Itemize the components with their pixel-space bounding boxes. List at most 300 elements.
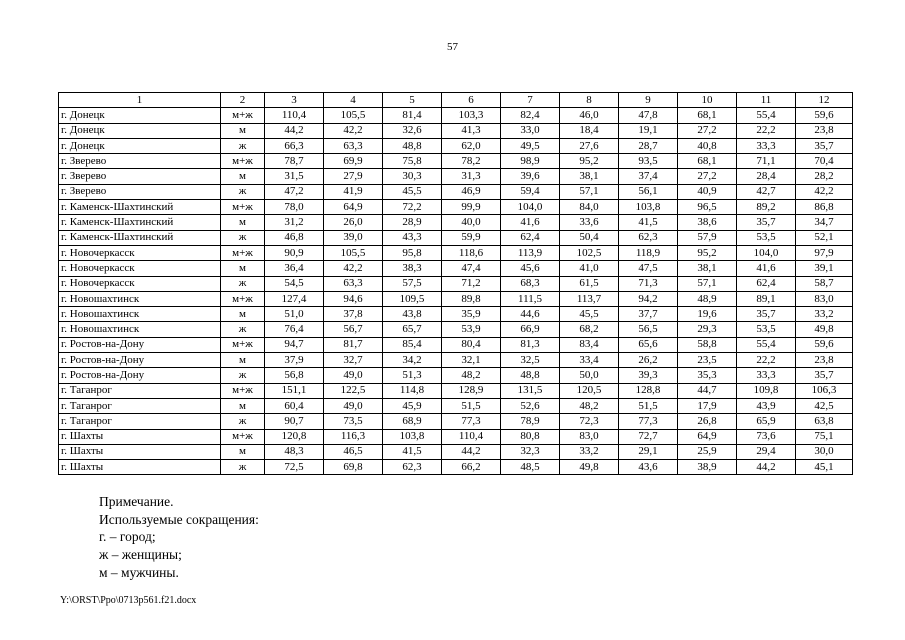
- value-cell: 83,0: [560, 429, 619, 444]
- value-cell: 46,8: [265, 230, 324, 245]
- sex-cell: м: [221, 169, 265, 184]
- table-body: [59, 108, 853, 475]
- column-header: 1: [59, 93, 221, 108]
- value-cell: 66,2: [442, 460, 501, 475]
- value-cell: 69,8: [324, 460, 383, 475]
- value-cell: 78,2: [442, 154, 501, 169]
- city-cell: г. Таганрог: [59, 383, 221, 398]
- value-cell: 90,7: [265, 414, 324, 429]
- value-cell: 78,9: [501, 414, 560, 429]
- column-header: 8: [560, 93, 619, 108]
- value-cell: 131,5: [501, 383, 560, 398]
- table-row: [59, 307, 853, 322]
- notes-title: Примечание.: [99, 494, 174, 509]
- value-cell: 33,4: [560, 353, 619, 368]
- value-cell: 32,6: [383, 123, 442, 138]
- value-cell: 38,1: [678, 261, 737, 276]
- value-cell: 26,2: [619, 353, 678, 368]
- value-cell: 49,0: [324, 368, 383, 383]
- value-cell: 83,0: [796, 291, 853, 306]
- value-cell: 94,7: [265, 337, 324, 352]
- table-row: [59, 245, 853, 260]
- city-cell: г. Новошахтинск: [59, 307, 221, 322]
- column-header: 6: [442, 93, 501, 108]
- value-cell: 102,5: [560, 245, 619, 260]
- value-cell: 45,1: [796, 460, 853, 475]
- sex-cell: м+ж: [221, 200, 265, 215]
- value-cell: 42,2: [796, 184, 853, 199]
- value-cell: 69,9: [324, 154, 383, 169]
- value-cell: 48,2: [560, 398, 619, 413]
- city-cell: г. Донецк: [59, 138, 221, 153]
- value-cell: 63,3: [324, 138, 383, 153]
- value-cell: 53,5: [737, 322, 796, 337]
- value-cell: 25,9: [678, 444, 737, 459]
- city-cell: г. Таганрог: [59, 398, 221, 413]
- value-cell: 40,0: [442, 215, 501, 230]
- value-cell: 68,9: [383, 414, 442, 429]
- table-row: [59, 169, 853, 184]
- value-cell: 35,7: [796, 138, 853, 153]
- value-cell: 78,7: [265, 154, 324, 169]
- value-cell: 33,2: [796, 307, 853, 322]
- value-cell: 105,5: [324, 245, 383, 260]
- city-cell: г. Каменск-Шахтинский: [59, 230, 221, 245]
- notes-section: [99, 493, 259, 582]
- value-cell: 49,0: [324, 398, 383, 413]
- city-cell: г. Каменск-Шахтинский: [59, 215, 221, 230]
- value-cell: 77,3: [442, 414, 501, 429]
- value-cell: 73,6: [737, 429, 796, 444]
- value-cell: 110,4: [265, 108, 324, 123]
- value-cell: 35,3: [678, 368, 737, 383]
- value-cell: 72,5: [265, 460, 324, 475]
- value-cell: 118,6: [442, 245, 501, 260]
- city-cell: г. Шахты: [59, 444, 221, 459]
- value-cell: 57,9: [678, 230, 737, 245]
- value-cell: 47,4: [442, 261, 501, 276]
- value-cell: 57,1: [678, 276, 737, 291]
- city-cell: г. Ростов-на-Дону: [59, 353, 221, 368]
- value-cell: 61,5: [560, 276, 619, 291]
- city-cell: г. Новочеркасск: [59, 245, 221, 260]
- value-cell: 49,8: [560, 460, 619, 475]
- value-cell: 49,5: [501, 138, 560, 153]
- value-cell: 39,6: [501, 169, 560, 184]
- sex-cell: м+ж: [221, 337, 265, 352]
- value-cell: 32,7: [324, 353, 383, 368]
- value-cell: 71,1: [737, 154, 796, 169]
- table-row: [59, 184, 853, 199]
- value-cell: 110,4: [442, 429, 501, 444]
- value-cell: 58,8: [678, 337, 737, 352]
- column-header: 4: [324, 93, 383, 108]
- value-cell: 59,6: [796, 337, 853, 352]
- value-cell: 95,2: [560, 154, 619, 169]
- value-cell: 96,5: [678, 200, 737, 215]
- value-cell: 54,5: [265, 276, 324, 291]
- value-cell: 42,5: [796, 398, 853, 413]
- value-cell: 23,8: [796, 123, 853, 138]
- value-cell: 66,3: [265, 138, 324, 153]
- value-cell: 44,6: [501, 307, 560, 322]
- value-cell: 29,4: [737, 444, 796, 459]
- value-cell: 27,2: [678, 123, 737, 138]
- value-cell: 29,1: [619, 444, 678, 459]
- value-cell: 32,3: [501, 444, 560, 459]
- value-cell: 42,7: [737, 184, 796, 199]
- sex-cell: ж: [221, 138, 265, 153]
- value-cell: 46,0: [560, 108, 619, 123]
- value-cell: 43,8: [383, 307, 442, 322]
- value-cell: 27,2: [678, 169, 737, 184]
- value-cell: 34,2: [383, 353, 442, 368]
- value-cell: 42,2: [324, 123, 383, 138]
- value-cell: 78,0: [265, 200, 324, 215]
- value-cell: 76,4: [265, 322, 324, 337]
- value-cell: 58,7: [796, 276, 853, 291]
- column-header: 7: [501, 93, 560, 108]
- sex-cell: ж: [221, 184, 265, 199]
- value-cell: 52,6: [501, 398, 560, 413]
- value-cell: 55,4: [737, 337, 796, 352]
- value-cell: 47,2: [265, 184, 324, 199]
- table-header-row: [59, 93, 853, 108]
- value-cell: 93,5: [619, 154, 678, 169]
- value-cell: 32,5: [501, 353, 560, 368]
- page-number: 57: [447, 41, 458, 53]
- sex-cell: ж: [221, 276, 265, 291]
- table-row: [59, 138, 853, 153]
- city-cell: г. Донецк: [59, 123, 221, 138]
- value-cell: 35,7: [796, 368, 853, 383]
- value-cell: 80,4: [442, 337, 501, 352]
- value-cell: 50,0: [560, 368, 619, 383]
- sex-cell: ж: [221, 368, 265, 383]
- value-cell: 81,4: [383, 108, 442, 123]
- value-cell: 103,3: [442, 108, 501, 123]
- city-cell: г. Ростов-на-Дону: [59, 337, 221, 352]
- value-cell: 39,0: [324, 230, 383, 245]
- value-cell: 19,1: [619, 123, 678, 138]
- value-cell: 114,8: [383, 383, 442, 398]
- value-cell: 75,1: [796, 429, 853, 444]
- value-cell: 33,2: [560, 444, 619, 459]
- sex-cell: ж: [221, 322, 265, 337]
- table-row: [59, 383, 853, 398]
- table-row: [59, 337, 853, 352]
- value-cell: 53,9: [442, 322, 501, 337]
- value-cell: 51,5: [442, 398, 501, 413]
- column-header: 2: [221, 93, 265, 108]
- value-cell: 68,1: [678, 108, 737, 123]
- value-cell: 99,9: [442, 200, 501, 215]
- city-cell: г. Ростов-на-Дону: [59, 368, 221, 383]
- value-cell: 57,5: [383, 276, 442, 291]
- sex-cell: м: [221, 444, 265, 459]
- value-cell: 28,2: [796, 169, 853, 184]
- value-cell: 41,0: [560, 261, 619, 276]
- table-row: [59, 368, 853, 383]
- value-cell: 70,4: [796, 154, 853, 169]
- table-row: [59, 398, 853, 413]
- value-cell: 86,8: [796, 200, 853, 215]
- value-cell: 56,5: [619, 322, 678, 337]
- value-cell: 51,3: [383, 368, 442, 383]
- sex-cell: м: [221, 353, 265, 368]
- data-table: [58, 92, 853, 475]
- value-cell: 27,6: [560, 138, 619, 153]
- value-cell: 47,5: [619, 261, 678, 276]
- value-cell: 94,2: [619, 291, 678, 306]
- value-cell: 62,0: [442, 138, 501, 153]
- sex-cell: м: [221, 398, 265, 413]
- value-cell: 97,9: [796, 245, 853, 260]
- value-cell: 26,8: [678, 414, 737, 429]
- value-cell: 44,7: [678, 383, 737, 398]
- value-cell: 116,3: [324, 429, 383, 444]
- city-cell: г. Шахты: [59, 429, 221, 444]
- value-cell: 23,8: [796, 353, 853, 368]
- value-cell: 82,4: [501, 108, 560, 123]
- value-cell: 122,5: [324, 383, 383, 398]
- value-cell: 94,6: [324, 291, 383, 306]
- value-cell: 37,4: [619, 169, 678, 184]
- value-cell: 98,9: [501, 154, 560, 169]
- value-cell: 28,9: [383, 215, 442, 230]
- value-cell: 41,9: [324, 184, 383, 199]
- value-cell: 39,3: [619, 368, 678, 383]
- table-row: [59, 108, 853, 123]
- value-cell: 89,2: [737, 200, 796, 215]
- value-cell: 63,3: [324, 276, 383, 291]
- value-cell: 68,3: [501, 276, 560, 291]
- column-header: 3: [265, 93, 324, 108]
- value-cell: 48,9: [678, 291, 737, 306]
- value-cell: 72,3: [560, 414, 619, 429]
- value-cell: 127,4: [265, 291, 324, 306]
- value-cell: 26,0: [324, 215, 383, 230]
- city-cell: г. Зверево: [59, 169, 221, 184]
- value-cell: 84,0: [560, 200, 619, 215]
- value-cell: 39,1: [796, 261, 853, 276]
- value-cell: 103,8: [383, 429, 442, 444]
- column-header: 9: [619, 93, 678, 108]
- city-cell: г. Новочеркасск: [59, 261, 221, 276]
- value-cell: 120,5: [560, 383, 619, 398]
- value-cell: 65,9: [737, 414, 796, 429]
- table-row: [59, 322, 853, 337]
- value-cell: 36,4: [265, 261, 324, 276]
- value-cell: 46,9: [442, 184, 501, 199]
- notes-item: ж – женщины;: [99, 547, 182, 563]
- value-cell: 75,8: [383, 154, 442, 169]
- column-header: 5: [383, 93, 442, 108]
- sex-cell: ж: [221, 230, 265, 245]
- value-cell: 17,9: [678, 398, 737, 413]
- value-cell: 151,1: [265, 383, 324, 398]
- sex-cell: ж: [221, 460, 265, 475]
- value-cell: 72,7: [619, 429, 678, 444]
- value-cell: 128,9: [442, 383, 501, 398]
- value-cell: 28,7: [619, 138, 678, 153]
- city-cell: г. Новочеркасск: [59, 276, 221, 291]
- city-cell: г. Зверево: [59, 184, 221, 199]
- value-cell: 37,9: [265, 353, 324, 368]
- table-row: [59, 261, 853, 276]
- value-cell: 53,5: [737, 230, 796, 245]
- city-cell: г. Таганрог: [59, 414, 221, 429]
- value-cell: 103,8: [619, 200, 678, 215]
- value-cell: 48,2: [442, 368, 501, 383]
- value-cell: 62,4: [737, 276, 796, 291]
- value-cell: 30,0: [796, 444, 853, 459]
- value-cell: 29,3: [678, 322, 737, 337]
- value-cell: 35,7: [737, 215, 796, 230]
- table-row: [59, 215, 853, 230]
- value-cell: 95,8: [383, 245, 442, 260]
- notes-item: г. – город;: [99, 529, 156, 545]
- value-cell: 59,9: [442, 230, 501, 245]
- value-cell: 37,8: [324, 307, 383, 322]
- value-cell: 77,3: [619, 414, 678, 429]
- value-cell: 60,4: [265, 398, 324, 413]
- value-cell: 90,9: [265, 245, 324, 260]
- city-cell: г. Новошахтинск: [59, 291, 221, 306]
- sex-cell: м: [221, 307, 265, 322]
- value-cell: 80,8: [501, 429, 560, 444]
- sex-cell: м+ж: [221, 429, 265, 444]
- value-cell: 37,7: [619, 307, 678, 322]
- table-row: [59, 200, 853, 215]
- value-cell: 22,2: [737, 123, 796, 138]
- value-cell: 38,3: [383, 261, 442, 276]
- value-cell: 85,4: [383, 337, 442, 352]
- value-cell: 105,5: [324, 108, 383, 123]
- value-cell: 59,4: [501, 184, 560, 199]
- value-cell: 66,9: [501, 322, 560, 337]
- value-cell: 41,3: [442, 123, 501, 138]
- value-cell: 38,1: [560, 169, 619, 184]
- value-cell: 27,9: [324, 169, 383, 184]
- value-cell: 38,6: [678, 215, 737, 230]
- value-cell: 19,6: [678, 307, 737, 322]
- value-cell: 41,6: [501, 215, 560, 230]
- city-cell: г. Донецк: [59, 108, 221, 123]
- value-cell: 111,5: [501, 291, 560, 306]
- value-cell: 30,3: [383, 169, 442, 184]
- file-path: Y:\ORST\Ppo\0713p561.f21.docx: [60, 595, 197, 606]
- value-cell: 89,1: [737, 291, 796, 306]
- value-cell: 49,8: [796, 322, 853, 337]
- value-cell: 35,9: [442, 307, 501, 322]
- value-cell: 64,9: [678, 429, 737, 444]
- table-row: [59, 291, 853, 306]
- value-cell: 62,3: [383, 460, 442, 475]
- value-cell: 71,3: [619, 276, 678, 291]
- value-cell: 31,2: [265, 215, 324, 230]
- value-cell: 56,7: [324, 322, 383, 337]
- sex-cell: м: [221, 215, 265, 230]
- value-cell: 41,5: [619, 215, 678, 230]
- value-cell: 45,5: [383, 184, 442, 199]
- table-row: [59, 414, 853, 429]
- value-cell: 38,9: [678, 460, 737, 475]
- column-header: 11: [737, 93, 796, 108]
- value-cell: 65,7: [383, 322, 442, 337]
- value-cell: 43,6: [619, 460, 678, 475]
- city-cell: г. Шахты: [59, 460, 221, 475]
- value-cell: 44,2: [442, 444, 501, 459]
- value-cell: 51,0: [265, 307, 324, 322]
- value-cell: 51,5: [619, 398, 678, 413]
- value-cell: 45,5: [560, 307, 619, 322]
- sex-cell: м+ж: [221, 383, 265, 398]
- table-row: [59, 429, 853, 444]
- value-cell: 33,6: [560, 215, 619, 230]
- table-row: [59, 460, 853, 475]
- value-cell: 64,9: [324, 200, 383, 215]
- sex-cell: м+ж: [221, 245, 265, 260]
- value-cell: 62,3: [619, 230, 678, 245]
- value-cell: 43,9: [737, 398, 796, 413]
- value-cell: 113,9: [501, 245, 560, 260]
- sex-cell: м+ж: [221, 154, 265, 169]
- value-cell: 48,3: [265, 444, 324, 459]
- value-cell: 71,2: [442, 276, 501, 291]
- value-cell: 56,8: [265, 368, 324, 383]
- value-cell: 104,0: [501, 200, 560, 215]
- sex-cell: м+ж: [221, 291, 265, 306]
- city-cell: г. Зверево: [59, 154, 221, 169]
- value-cell: 48,8: [383, 138, 442, 153]
- value-cell: 68,2: [560, 322, 619, 337]
- value-cell: 48,8: [501, 368, 560, 383]
- sex-cell: м+ж: [221, 108, 265, 123]
- table-row: [59, 154, 853, 169]
- value-cell: 23,5: [678, 353, 737, 368]
- value-cell: 81,3: [501, 337, 560, 352]
- value-cell: 81,7: [324, 337, 383, 352]
- value-cell: 43,3: [383, 230, 442, 245]
- table-row: [59, 444, 853, 459]
- value-cell: 35,7: [737, 307, 796, 322]
- value-cell: 41,5: [383, 444, 442, 459]
- value-cell: 33,3: [737, 138, 796, 153]
- value-cell: 50,4: [560, 230, 619, 245]
- value-cell: 41,6: [737, 261, 796, 276]
- sex-cell: м: [221, 261, 265, 276]
- value-cell: 45,6: [501, 261, 560, 276]
- column-header: 12: [796, 93, 853, 108]
- value-cell: 44,2: [737, 460, 796, 475]
- value-cell: 56,1: [619, 184, 678, 199]
- value-cell: 73,5: [324, 414, 383, 429]
- value-cell: 109,8: [737, 383, 796, 398]
- value-cell: 45,9: [383, 398, 442, 413]
- value-cell: 68,1: [678, 154, 737, 169]
- value-cell: 59,6: [796, 108, 853, 123]
- value-cell: 22,2: [737, 353, 796, 368]
- value-cell: 89,8: [442, 291, 501, 306]
- sex-cell: ж: [221, 414, 265, 429]
- value-cell: 33,0: [501, 123, 560, 138]
- value-cell: 48,5: [501, 460, 560, 475]
- value-cell: 52,1: [796, 230, 853, 245]
- table-row: [59, 230, 853, 245]
- value-cell: 40,8: [678, 138, 737, 153]
- city-cell: г. Каменск-Шахтинский: [59, 200, 221, 215]
